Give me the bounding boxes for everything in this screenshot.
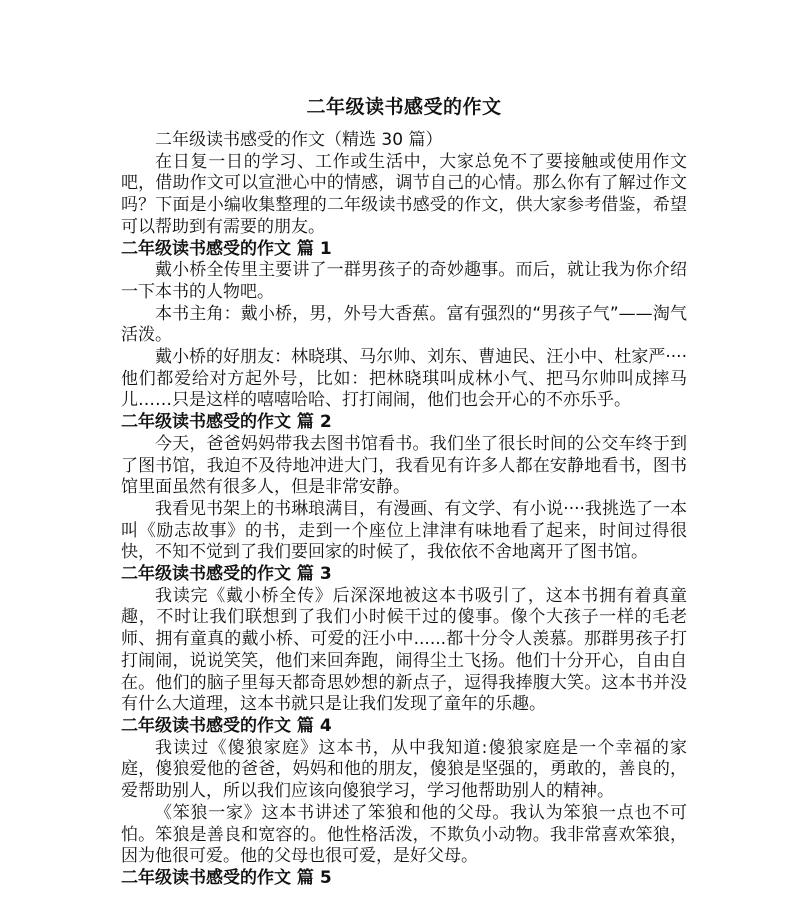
- document-title: 二年级读书感受的作文: [306, 96, 502, 118]
- section-2-paragraph: 我看见书架上的书琳琅满目，有漫画、有文学、有小说····我挑选了一本叫《励志故事》的书，走到一个座位上津津有味地看了起来，时间过得很快，不知不觉到了我们要回家的时候了，我依依不舍地离开了图书馆。: [121, 498, 687, 563]
- section-4-paragraph: 《笨狼一家》这本书讲述了笨狼和他的父母。我认为笨狼一点也不可怕。笨狼是善良和宽容的。他性格活泼，不欺负小动物。我非常喜欢笨狼，因为他很可爱。他的父母也很可爱，是好父母。: [121, 802, 687, 867]
- document-page: [121, 94, 687, 890]
- intro-subtitle: 二年级读书感受的作文（精选 30 篇）: [155, 130, 443, 150]
- section-2-paragraph: 今天，爸爸妈妈带我去图书馆看书。我们坐了很长时间的公交车终于到了图书馆，我迫不及待地冲进大门，我看见有许多人都在安静地看书，图书馆里面虽然有很多人，但是非常安静。: [121, 433, 687, 498]
- section-1-paragraph: 戴小桥全传里主要讲了一群男孩子的奇妙趣事。而后，就让我为你介绍一下本书的人物吧。: [121, 260, 687, 302]
- section-4-paragraph: 我读过《傻狼家庭》这本书，从中我知道:傻狼家庭是一个幸福的家庭，傻狼爱他的爸爸，妈妈和他的朋友，傻狼是坚强的，勇敢的，善良的，爱帮助别人，所以我们应该向傻狼学习，学习他帮助别人的精神。: [121, 737, 687, 802]
- intro-paragraph: 在日复一日的学习、工作或生活中，大家总免不了要接触或使用作文吧，借助作文可以宣泄心中的情感，调节自己的心情。那么你有了解过作文吗？下面是小编收集整理的二年级读书感受的作文，供大家参考借鉴，希望可以帮助到有需要的朋友。: [121, 151, 687, 237]
- section-1-paragraph: 本书主角：戴小桥，男，外号大香蕉。富有强烈的“男孩子气”——淘气活泼。: [121, 303, 687, 346]
- section-heading-3: 二年级读书感受的作文 篇 3: [121, 564, 332, 585]
- section-heading-5: 二年级读书感受的作文 篇 5: [121, 867, 332, 888]
- section-heading-4: 二年级读书感受的作文 篇 4: [121, 715, 332, 736]
- section-heading-2: 二年级读书感受的作文 篇 2: [121, 412, 332, 433]
- section-heading-1: 二年级读书感受的作文 篇 1: [121, 238, 332, 259]
- section-1-paragraph: 戴小桥的好朋友：林晓琪、马尔帅、刘东、曹迪民、汪小中、杜家严····他们都爱给对方起外号，比如：把林晓琪叫成林小气、把马尔帅叫成摔马儿……只是这样的嘻嘻哈哈、打打闹闹，他们也会开心的不亦乐乎。: [121, 347, 687, 411]
- section-3-paragraph: 我读完《戴小桥全传》后深深地被这本书吸引了，这本书拥有着真童趣，不时让我们联想到了我们小时候干过的傻事。像个大孩子一样的毛老师、拥有童真的戴小桥、可爱的汪小中......都十分令人羡慕。那群男孩子打打闹闹，说说笑笑，他们来回奔跑，闹得尘土飞扬。他们十分开心，自由自在。他们的脑子里每天都奇思妙想的新点子，逗得我捧腹大笑。这本书并没有什么大道理，这本书就只是让我们发现了童年的乐趣。: [121, 585, 687, 715]
